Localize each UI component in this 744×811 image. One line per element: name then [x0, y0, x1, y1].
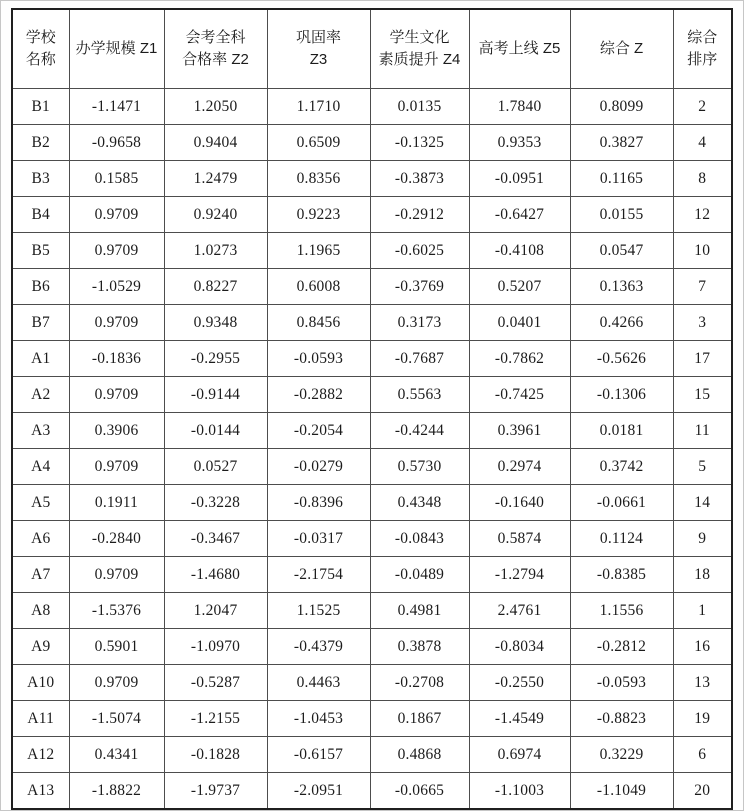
table-row — [12, 125, 732, 161]
cell-school: A8 — [12, 593, 69, 629]
cell-z5: -0.6427 — [469, 197, 570, 233]
cell-z: 0.1363 — [570, 269, 673, 305]
cell-z: -0.0593 — [570, 665, 673, 701]
table-row — [12, 377, 732, 413]
cell-z2: -1.4680 — [164, 557, 267, 593]
cell-z5: 0.2974 — [469, 449, 570, 485]
header-row — [12, 9, 732, 89]
column-header-z4 — [370, 9, 469, 89]
cell-z2: 0.9404 — [164, 125, 267, 161]
column-header-z2 — [164, 9, 267, 89]
cell-z: 0.1124 — [570, 521, 673, 557]
column-header-line: 会考全科 — [185, 29, 246, 47]
cell-z5: 2.4761 — [469, 593, 570, 629]
cell-school: B7 — [12, 305, 69, 341]
cell-z1: -0.9658 — [69, 125, 164, 161]
cell-rank: 13 — [673, 665, 732, 701]
column-header-line: 综合 Z — [599, 40, 644, 58]
cell-z: -0.2812 — [570, 629, 673, 665]
cell-z4: -0.2912 — [370, 197, 469, 233]
cell-rank: 16 — [673, 629, 732, 665]
cell-rank: 6 — [673, 737, 732, 773]
cell-z2: -0.3467 — [164, 521, 267, 557]
cell-z: 0.0155 — [570, 197, 673, 233]
column-header-line: 学生文化 — [389, 29, 450, 47]
cell-z1: 0.9709 — [69, 233, 164, 269]
cell-z4: 0.5730 — [370, 449, 469, 485]
cell-z1: -1.8822 — [69, 773, 164, 810]
cell-z5: 0.6974 — [469, 737, 570, 773]
cell-z3: -1.0453 — [267, 701, 370, 737]
cell-z3: 1.1965 — [267, 233, 370, 269]
cell-z4: 0.5563 — [370, 377, 469, 413]
cell-school: B5 — [12, 233, 69, 269]
table-row — [12, 413, 732, 449]
cell-school: B6 — [12, 269, 69, 305]
cell-z3: -0.2054 — [267, 413, 370, 449]
cell-z3: 0.9223 — [267, 197, 370, 233]
cell-school: A7 — [12, 557, 69, 593]
cell-z5: 0.9353 — [469, 125, 570, 161]
column-header-line: 巩固率 — [295, 29, 341, 47]
column-header-school — [12, 9, 69, 89]
cell-z1: 0.1911 — [69, 485, 164, 521]
cell-z5: 1.7840 — [469, 89, 570, 125]
cell-z2: 1.2050 — [164, 89, 267, 125]
column-header-rank — [673, 9, 732, 89]
cell-z2: 0.9348 — [164, 305, 267, 341]
table-row — [12, 305, 732, 341]
cell-z5: -1.2794 — [469, 557, 570, 593]
cell-rank: 1 — [673, 593, 732, 629]
cell-rank: 11 — [673, 413, 732, 449]
cell-z3: 0.8356 — [267, 161, 370, 197]
cell-z: -0.8385 — [570, 557, 673, 593]
cell-z3: -2.0951 — [267, 773, 370, 810]
cell-z: 0.0181 — [570, 413, 673, 449]
cell-z: 0.3742 — [570, 449, 673, 485]
cell-z2: 1.0273 — [164, 233, 267, 269]
cell-rank: 2 — [673, 89, 732, 125]
table-row — [12, 665, 732, 701]
cell-z2: -0.5287 — [164, 665, 267, 701]
cell-rank: 8 — [673, 161, 732, 197]
cell-z3: -0.2882 — [267, 377, 370, 413]
cell-rank: 19 — [673, 701, 732, 737]
table-row — [12, 521, 732, 557]
cell-rank: 15 — [673, 377, 732, 413]
column-header-line: 学校 — [25, 29, 56, 47]
cell-school: A1 — [12, 341, 69, 377]
cell-z: 0.3229 — [570, 737, 673, 773]
cell-rank: 7 — [673, 269, 732, 305]
cell-z1: 0.9709 — [69, 197, 164, 233]
cell-z2: -0.2955 — [164, 341, 267, 377]
cell-z3: -0.8396 — [267, 485, 370, 521]
cell-z4: -0.1325 — [370, 125, 469, 161]
cell-school: A12 — [12, 737, 69, 773]
cell-z4: -0.0843 — [370, 521, 469, 557]
cell-z: -0.1306 — [570, 377, 673, 413]
table-row — [12, 557, 732, 593]
cell-z4: -0.3873 — [370, 161, 469, 197]
cell-rank: 3 — [673, 305, 732, 341]
cell-rank: 5 — [673, 449, 732, 485]
cell-school: A4 — [12, 449, 69, 485]
cell-school: A3 — [12, 413, 69, 449]
cell-school: A2 — [12, 377, 69, 413]
table-row — [12, 161, 732, 197]
cell-z2: -0.3228 — [164, 485, 267, 521]
table-row — [12, 485, 732, 521]
cell-z1: -1.1471 — [69, 89, 164, 125]
cell-z2: -0.1828 — [164, 737, 267, 773]
table-header — [12, 9, 732, 89]
cell-z1: -1.5074 — [69, 701, 164, 737]
cell-z2: 0.0527 — [164, 449, 267, 485]
column-header-z5 — [469, 9, 570, 89]
cell-z: 0.0547 — [570, 233, 673, 269]
column-header-line: Z3 — [309, 51, 328, 68]
cell-z3: 0.6008 — [267, 269, 370, 305]
cell-school: B4 — [12, 197, 69, 233]
cell-z4: 0.4868 — [370, 737, 469, 773]
cell-z5: -0.4108 — [469, 233, 570, 269]
cell-z: 0.8099 — [570, 89, 673, 125]
cell-rank: 14 — [673, 485, 732, 521]
cell-z4: -0.7687 — [370, 341, 469, 377]
cell-z5: -1.4549 — [469, 701, 570, 737]
column-header-line: 综合 — [687, 29, 718, 47]
cell-z2: 0.9240 — [164, 197, 267, 233]
column-header-line: 高考上线 Z5 — [478, 40, 561, 58]
cell-school: B2 — [12, 125, 69, 161]
cell-z1: 0.9709 — [69, 557, 164, 593]
table-body — [12, 89, 732, 810]
cell-z1: -0.2840 — [69, 521, 164, 557]
cell-z2: -1.2155 — [164, 701, 267, 737]
cell-z: 0.1165 — [570, 161, 673, 197]
cell-z5: 0.0401 — [469, 305, 570, 341]
column-header-z1 — [69, 9, 164, 89]
cell-z2: -0.0144 — [164, 413, 267, 449]
column-header-z3 — [267, 9, 370, 89]
cell-z3: 1.1710 — [267, 89, 370, 125]
school-zscore-table — [11, 8, 733, 810]
cell-z3: 0.4463 — [267, 665, 370, 701]
cell-z: 1.1556 — [570, 593, 673, 629]
cell-z5: -0.0951 — [469, 161, 570, 197]
cell-z1: 0.5901 — [69, 629, 164, 665]
column-header-line: 办学规模 Z1 — [75, 40, 158, 58]
cell-z4: -0.0665 — [370, 773, 469, 810]
table-row — [12, 269, 732, 305]
cell-z1: -1.5376 — [69, 593, 164, 629]
cell-z3: -2.1754 — [267, 557, 370, 593]
cell-rank: 4 — [673, 125, 732, 161]
cell-z2: -1.9737 — [164, 773, 267, 810]
table-row — [12, 197, 732, 233]
cell-z: 0.3827 — [570, 125, 673, 161]
cell-z1: 0.1585 — [69, 161, 164, 197]
cell-z1: 0.3906 — [69, 413, 164, 449]
cell-z1: -0.1836 — [69, 341, 164, 377]
cell-rank: 20 — [673, 773, 732, 810]
cell-school: A13 — [12, 773, 69, 810]
cell-school: A10 — [12, 665, 69, 701]
cell-z5: 0.5874 — [469, 521, 570, 557]
cell-z3: -0.0279 — [267, 449, 370, 485]
cell-z1: 0.9709 — [69, 665, 164, 701]
cell-z3: -0.0593 — [267, 341, 370, 377]
cell-rank: 10 — [673, 233, 732, 269]
column-header-line: 素质提升 Z4 — [378, 51, 461, 68]
cell-z: -0.5626 — [570, 341, 673, 377]
column-header-z — [570, 9, 673, 89]
cell-z: -1.1049 — [570, 773, 673, 810]
cell-z4: -0.6025 — [370, 233, 469, 269]
cell-school: B3 — [12, 161, 69, 197]
cell-rank: 18 — [673, 557, 732, 593]
cell-z2: -1.0970 — [164, 629, 267, 665]
cell-z1: 0.9709 — [69, 449, 164, 485]
cell-z3: 0.8456 — [267, 305, 370, 341]
cell-z3: -0.4379 — [267, 629, 370, 665]
cell-rank: 9 — [673, 521, 732, 557]
column-header-line: 排序 — [687, 51, 718, 68]
cell-rank: 12 — [673, 197, 732, 233]
cell-z4: -0.0489 — [370, 557, 469, 593]
cell-z4: 0.3878 — [370, 629, 469, 665]
cell-z5: 0.3961 — [469, 413, 570, 449]
cell-z5: 0.5207 — [469, 269, 570, 305]
cell-z2: -0.9144 — [164, 377, 267, 413]
cell-z4: -0.3769 — [370, 269, 469, 305]
cell-school: A5 — [12, 485, 69, 521]
cell-z5: -0.8034 — [469, 629, 570, 665]
cell-z1: 0.9709 — [69, 377, 164, 413]
cell-z4: 0.4348 — [370, 485, 469, 521]
table-row — [12, 233, 732, 269]
cell-z4: -0.2708 — [370, 665, 469, 701]
cell-z5: -0.1640 — [469, 485, 570, 521]
table-row — [12, 773, 732, 810]
cell-school: A11 — [12, 701, 69, 737]
cell-z1: 0.9709 — [69, 305, 164, 341]
cell-z3: -0.0317 — [267, 521, 370, 557]
cell-z4: 0.4981 — [370, 593, 469, 629]
cell-z1: -1.0529 — [69, 269, 164, 305]
column-header-line: 合格率 Z2 — [182, 51, 249, 68]
cell-z: 0.4266 — [570, 305, 673, 341]
cell-z3: -0.6157 — [267, 737, 370, 773]
cell-school: A9 — [12, 629, 69, 665]
cell-z: -0.8823 — [570, 701, 673, 737]
cell-z5: -0.2550 — [469, 665, 570, 701]
cell-z5: -0.7425 — [469, 377, 570, 413]
cell-z4: -0.4244 — [370, 413, 469, 449]
cell-z4: 0.3173 — [370, 305, 469, 341]
cell-z3: 0.6509 — [267, 125, 370, 161]
cell-z4: 0.1867 — [370, 701, 469, 737]
cell-z2: 1.2047 — [164, 593, 267, 629]
cell-z5: -0.7862 — [469, 341, 570, 377]
table-row — [12, 737, 732, 773]
cell-z1: 0.4341 — [69, 737, 164, 773]
cell-rank: 17 — [673, 341, 732, 377]
cell-z4: 0.0135 — [370, 89, 469, 125]
cell-school: A6 — [12, 521, 69, 557]
cell-z5: -1.1003 — [469, 773, 570, 810]
cell-school: B1 — [12, 89, 69, 125]
table-row — [12, 593, 732, 629]
cell-z2: 0.8227 — [164, 269, 267, 305]
table-row — [12, 89, 732, 125]
table-row — [12, 629, 732, 665]
table-row — [12, 341, 732, 377]
cell-z3: 1.1525 — [267, 593, 370, 629]
table-row — [12, 701, 732, 737]
cell-z: -0.0661 — [570, 485, 673, 521]
table-row — [12, 449, 732, 485]
column-header-line: 名称 — [25, 51, 56, 68]
cell-z2: 1.2479 — [164, 161, 267, 197]
